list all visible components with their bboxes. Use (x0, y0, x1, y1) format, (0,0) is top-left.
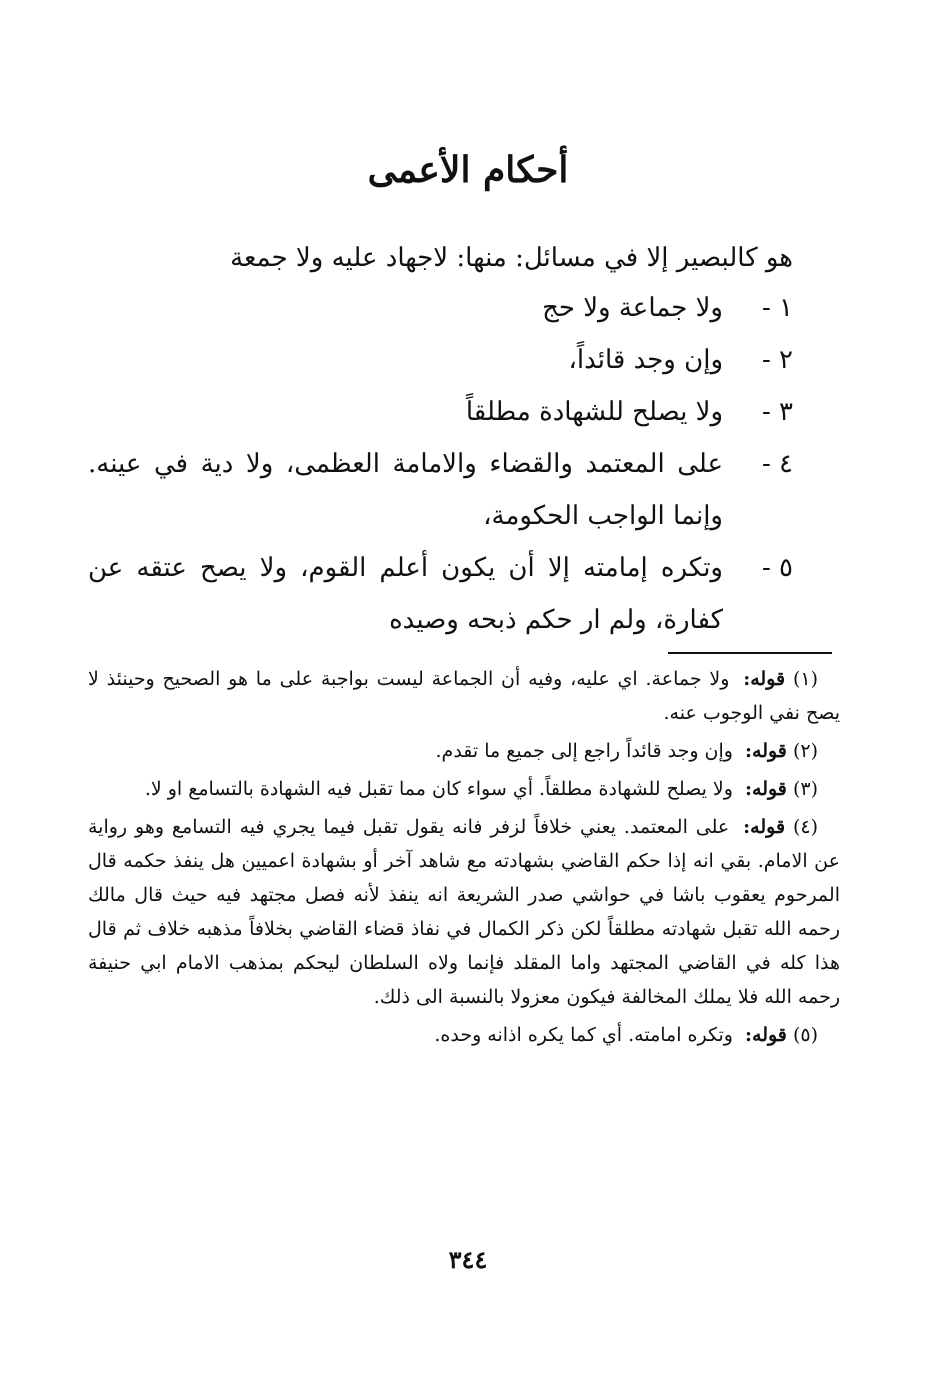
list-item (88, 334, 793, 386)
footnote-marker: (٥) (792, 1024, 818, 1046)
footnote-text: ولا يصلح للشهادة مطلقاً. أي سواء كان مما تقبل فيه الشهادة بالتسامع او لا. (144, 778, 733, 800)
item-number: ٢ - (761, 345, 793, 375)
item-text: وإن وجد قائداً، (568, 345, 723, 375)
item-number: ٣ - (761, 397, 793, 427)
footnote-label: قوله: (745, 778, 787, 800)
footnote-text: ولا جماعة. اي عليه، وفيه أن الجماعة ليست بواجبة على ما هو الصحيح وحينئذ لا يصح نفي الوجوب عنه. (88, 668, 840, 724)
list-item (88, 438, 793, 542)
item-text: وتكره إمامته إلا أن يكون أعلم القوم، ولا يصح عتقه عن كفارة، ولم ار حكم ذبحه وصيده (88, 553, 723, 635)
footnote-marker: (٢) (792, 740, 818, 762)
item-number: ٥ - (761, 553, 793, 583)
item-text: ولا يصلح للشهادة مطلقاً (465, 397, 723, 427)
item-text: ولا جماعة ولا حج (542, 293, 723, 323)
footnote-marker: (٣) (792, 778, 818, 800)
footnote-marker: (٤) (792, 816, 818, 838)
footnote-text: وإن وجد قائداً راجع إلى جميع ما تقدم. (435, 740, 733, 762)
list-item (88, 282, 793, 334)
item-text: على المعتمد والقضاء والامامة العظمى، ولا دية في عينه. وإنما الواجب الحكومة، (88, 449, 723, 531)
list-item (88, 386, 793, 438)
footnote (88, 810, 840, 1014)
item-number: ٤ - (761, 449, 793, 479)
footnote-label: قوله: (743, 816, 786, 838)
page-title: أحكام الأعمى (367, 149, 569, 191)
footnotes (88, 662, 840, 1056)
footnote (88, 1018, 840, 1052)
list-item (88, 542, 793, 646)
item-number: ١ - (761, 293, 793, 323)
footnote-text: وتكره امامته. أي كما يكره اذانه وحده. (434, 1024, 733, 1046)
footnote-divider (668, 652, 832, 654)
footnote (88, 772, 840, 806)
intro-line: هو كالبصير إلا في مسائل: منها: لاجهاد عليه ولا جمعة (230, 243, 793, 273)
page-number: ٣٤٤ (448, 1245, 488, 1274)
footnote-label: قوله: (745, 1024, 787, 1046)
footnote (88, 662, 840, 730)
footnote-label: قوله: (743, 668, 786, 690)
item-list (88, 282, 793, 646)
footnote-text: على المعتمد. يعني خلافاً لزفر فانه يقول تقبل فيما يجري فيه التسامع وهو رواية عن الامام. بقي انه إذا حكم القاضي بشهادته مع شاهد آخر أو بشهادة اعميين هل ينفذ حكمه قال المرحوم يعقوب باشا في حواشي صدر الشريعة انه ينفذ لأنه فصل مجتهد فيه حيث قال مالك رحمه الله تقبل شهادته مطلقاً لكن ذكر الكمال في نفاذ قضاء القاضي بخلافاً مذهبه خلاف ثم قال هذا كله في القاضي المجتهد واما المقلد فإنما ولاه السلطان ليحكم بمذهب الامام ابي حنيفة رحمه الله فلا يملك المخالفة فيكون معزولا بالنسبة الى ذلك. (88, 816, 840, 1008)
footnote-label: قوله: (745, 740, 787, 762)
footnote-marker: (١) (792, 668, 818, 690)
footnote (88, 734, 840, 768)
